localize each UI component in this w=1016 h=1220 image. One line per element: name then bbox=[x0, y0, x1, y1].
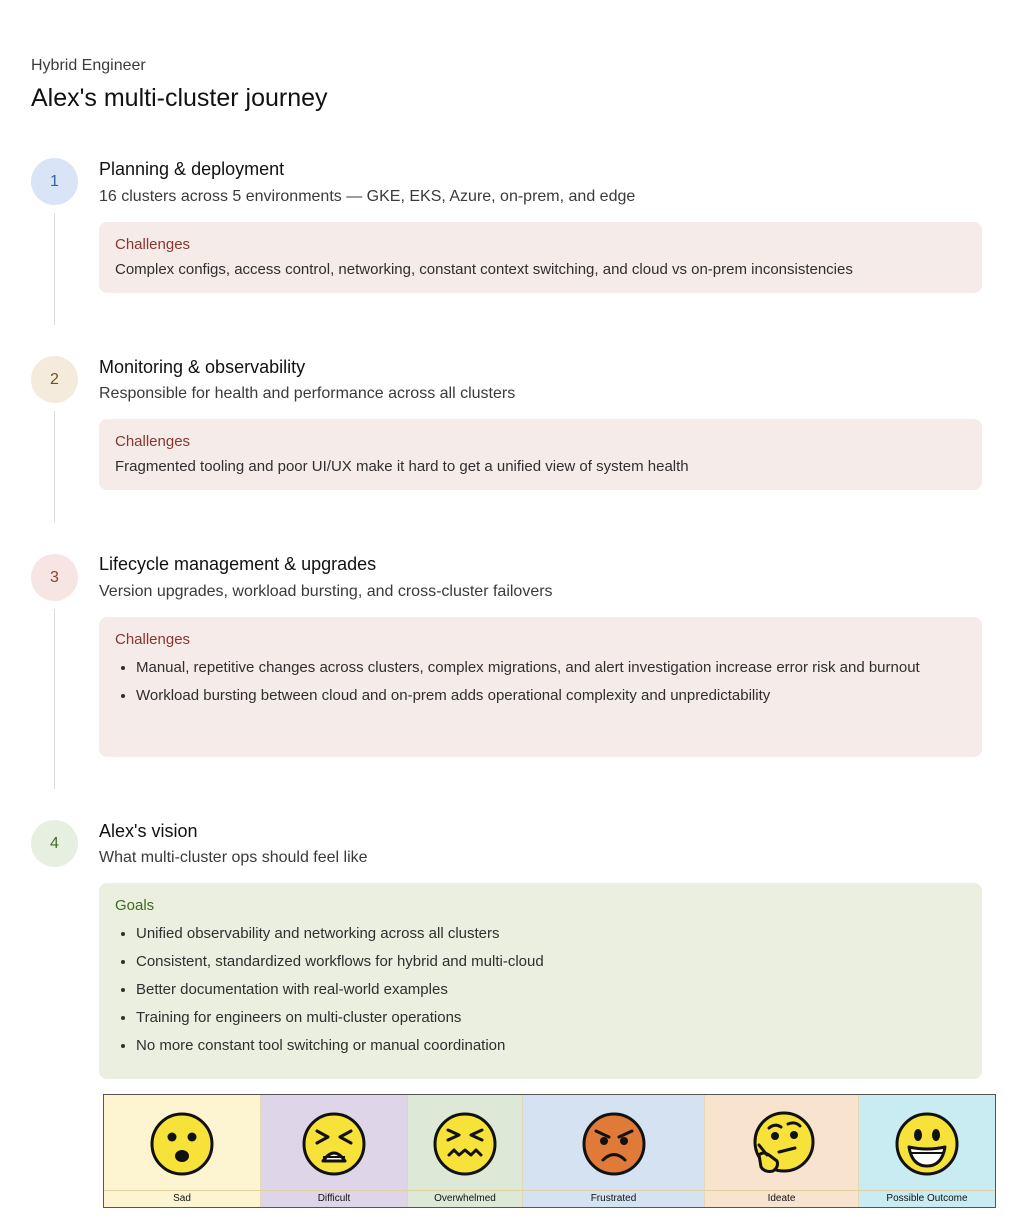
list-item: • Consistent, standardized workflows for hybrid and multi-cloud bbox=[136, 948, 966, 976]
emotion-label: Sad bbox=[104, 1190, 260, 1207]
thinking-face-icon bbox=[749, 1111, 815, 1177]
step-2-challenges-card bbox=[99, 419, 982, 490]
step-connector-line bbox=[54, 411, 55, 522]
card-heading: Goals bbox=[115, 897, 155, 914]
step-3-title: Lifecycle management & upgrades bbox=[99, 554, 377, 574]
step-1-challenges-card bbox=[99, 222, 982, 293]
step-3-subtitle: Version upgrades, workload bursting, and cross-cluster failovers bbox=[99, 583, 553, 600]
emotion-difficult bbox=[261, 1095, 408, 1207]
angry-face-icon bbox=[581, 1111, 647, 1177]
card-text: Fragmented tooling and poor UI/UX make it hard to get a unified view of system health bbox=[115, 458, 689, 475]
list-item: • Manual, repetitive changes across clusters, complex migrations, and alert investigation increase error risk and burnout bbox=[136, 654, 966, 682]
step-4-goals-card bbox=[99, 883, 982, 1079]
emotion-strip bbox=[103, 1094, 996, 1208]
page-title: Alex's multi-cluster journey bbox=[31, 84, 328, 112]
list-item: • Better documentation with real-world examples bbox=[136, 976, 966, 1004]
step-1-title: Planning & deployment bbox=[99, 159, 285, 179]
step-2-number: 2 bbox=[31, 356, 78, 403]
list-item: • Unified observability and networking across all clusters bbox=[136, 920, 966, 948]
step-connector-line bbox=[54, 213, 55, 325]
list-item: • Training for engineers on multi-cluster operations bbox=[136, 1004, 966, 1032]
emotion-label: Possible Outcome bbox=[859, 1190, 995, 1207]
tired-face-icon bbox=[301, 1111, 367, 1177]
card-text: Complex configs, access control, networking, constant context switching, and cloud vs on-prem inconsistencies bbox=[115, 261, 853, 278]
step-2-subtitle: Responsible for health and performance across all clusters bbox=[99, 385, 516, 402]
step-3-number: 3 bbox=[31, 554, 78, 601]
page-eyebrow: Hybrid Engineer bbox=[31, 57, 146, 74]
step-4-title: Alex's vision bbox=[99, 821, 198, 841]
emotion-possible-outcome bbox=[859, 1095, 995, 1207]
confounded-face-icon bbox=[432, 1111, 498, 1177]
emotion-label: Overwhelmed bbox=[408, 1190, 522, 1207]
grinning-face-icon bbox=[894, 1111, 960, 1177]
emotion-frustrated bbox=[523, 1095, 705, 1207]
emotion-label: Difficult bbox=[261, 1190, 407, 1207]
step-3-challenges-card bbox=[99, 617, 982, 757]
card-heading: Challenges bbox=[115, 433, 191, 450]
card-heading: Challenges bbox=[115, 631, 191, 648]
step-2-title: Monitoring & observability bbox=[99, 357, 306, 377]
challenge-list bbox=[115, 654, 966, 710]
goals-list bbox=[115, 920, 966, 1060]
step-4-number: 4 bbox=[31, 820, 78, 867]
emotion-label: Frustrated bbox=[523, 1190, 704, 1207]
emotion-overwhelmed bbox=[408, 1095, 523, 1207]
step-1-subtitle: 16 clusters across 5 environments — GKE, EKS, Azure, on-prem, and edge bbox=[99, 188, 636, 205]
card-heading: Challenges bbox=[115, 236, 191, 253]
emotion-label: Ideate bbox=[705, 1190, 858, 1207]
list-item: • No more constant tool switching or manual coordination bbox=[136, 1032, 966, 1060]
list-item: • Workload bursting between cloud and on-prem adds operational complexity and unpredictability bbox=[136, 682, 966, 710]
emotion-ideate bbox=[705, 1095, 859, 1207]
sad-face-icon bbox=[149, 1111, 215, 1177]
emotion-sad bbox=[104, 1095, 261, 1207]
step-1-number: 1 bbox=[31, 158, 78, 205]
step-connector-line bbox=[54, 609, 55, 789]
step-4-subtitle: What multi-cluster ops should feel like bbox=[99, 849, 368, 866]
